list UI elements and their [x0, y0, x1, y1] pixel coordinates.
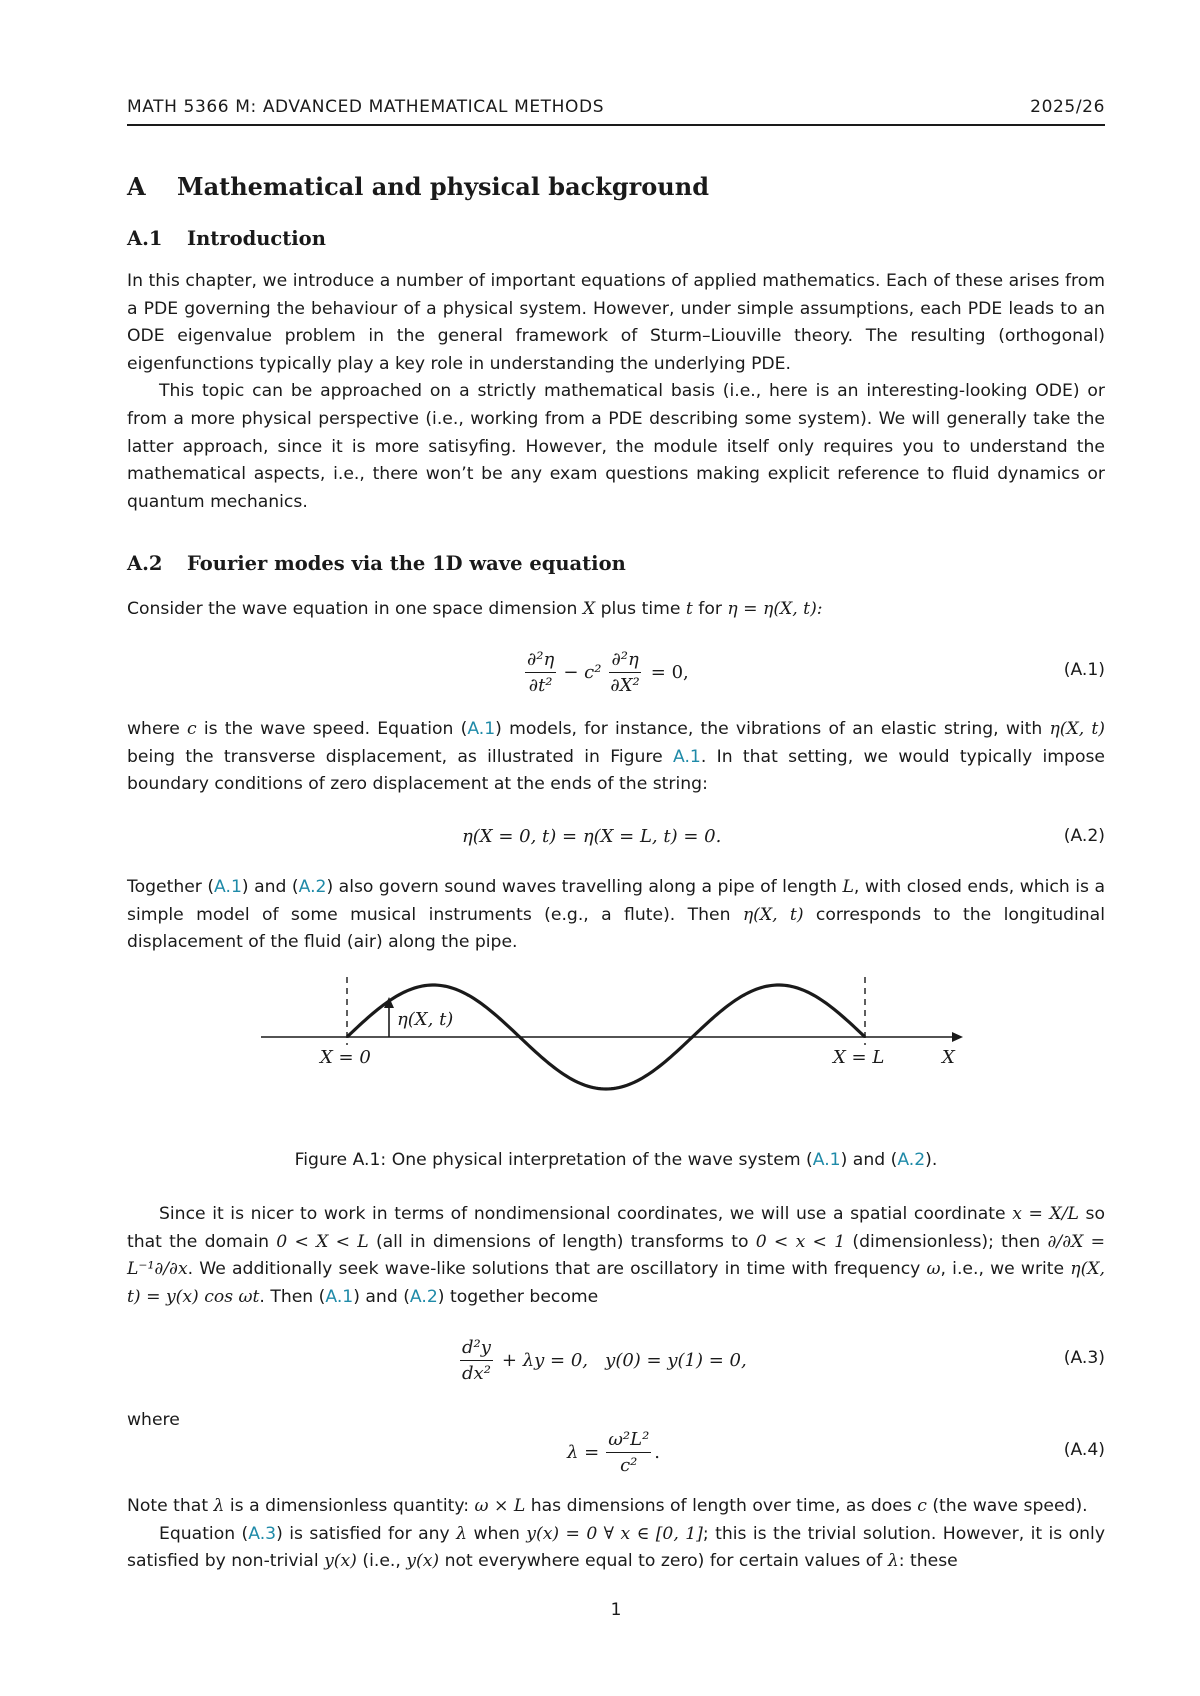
together-paragraph: Together (A.1) and (A.2) also govern sound waves travelling along a pipe of length L, with closed ends, which is a simple model of some musical instruments (e.g., a flute). Then η(X, t) corresponds to the longitudinal displacement of the fluid (air) along the pipe.: [127, 877, 1105, 953]
intro-text: [127, 268, 1105, 516]
subsection-number: A.1: [127, 227, 163, 250]
x-axis-arrowhead: [952, 1032, 963, 1042]
since-paragraph: Since it is nicer to work in terms of nondimensional coordinates, we will use a spatial coordinate x = X/L so that the domain 0 < X < L (all in dimensions of length) transforms to 0 < x < 1 (dimensionless); then ∂/∂X = L⁻¹∂/∂x. We additionally seek wave-like solutions that are oscillatory in time with frequency ω, i.e., we write η(X, t) = y(x) cos ωt. Then (A.1) and (A.2) together become: [127, 1204, 1105, 1307]
where-c-paragraph: where c is the wave speed. Equation (A.1) models, for instance, the vibrations of an elastic string, with η(X, t) being the transverse displacement, as illustrated in Figure A.1. In that setting, we would typically impose boundary conditions of zero displacement at the ends of the string:: [127, 719, 1106, 795]
ref-a1-link[interactable]: A.1: [325, 1286, 354, 1307]
subsection-heading-intro: [127, 227, 326, 250]
right-end-label: X = L: [833, 1047, 885, 1068]
section-title: Mathematical and physical background: [177, 172, 709, 201]
ref-a2-link[interactable]: A.2: [298, 877, 327, 897]
equation-a4: λ = $\frac{\text{ω²L²}}{\text{c²}}$ . (A.4): [567, 1428, 1105, 1476]
equation-number: (A.1): [1063, 660, 1105, 680]
ref-a1-link[interactable]: A.1: [467, 719, 496, 739]
where-label: where: [127, 1410, 180, 1430]
subsection-number: A.2: [127, 552, 163, 575]
ref-a3-link[interactable]: A.3: [248, 1523, 277, 1544]
ref-a1-link[interactable]: A.1: [812, 1150, 841, 1170]
equation-a3: $\frac{\text{d²y}}{\text{dx²}}$ + λy = 0, y(0) = y(1) = 0, (A.3): [462, 1336, 1105, 1384]
running-header: [127, 97, 1105, 117]
equation-number: (A.4): [1063, 1440, 1105, 1460]
note-paragraph: Note that λ is a dimensionless quantity: ω × L has dimensions of length over time, as does c (the wave speed). Equation (A.3) is satisfied for any λ when y(x) = 0 ∀ x ∈ [0, 1]; this is the trivial solution. However, it is only satisfied by non-trivial y(x) (i.e., y(x) not everywhere equal to zero) for certain values of λ: these: [127, 1496, 1105, 1572]
figure-caption: Figure A.1: One physical interpretation of the wave system (A.1) and (A.2).: [294, 1150, 938, 1170]
eta-label: η(X, t): [397, 1009, 454, 1030]
ref-a2-link[interactable]: A.2: [897, 1150, 926, 1170]
ref-figure-a1-link[interactable]: A.1: [672, 746, 701, 767]
consider-line: Consider the wave equation in one space dimension X plus time t for η = η(X, t):: [127, 599, 823, 619]
axis-label: X: [942, 1047, 955, 1068]
equation-a1: $\frac{\text{∂²η}}{\text{∂t²}}$ − c² $\frac{\text{∂²η}}{\text{∂X²}}$ = 0, (A.1): [527, 648, 1105, 696]
equation-number: (A.3): [1063, 1348, 1105, 1368]
section-heading: [127, 172, 709, 201]
header-rule: [127, 124, 1105, 126]
equation-number: (A.2): [1063, 826, 1105, 846]
page: [127, 0, 1105, 1696]
subsection-title: Introduction: [187, 227, 326, 250]
left-end-label: X = 0: [320, 1047, 371, 1068]
academic-year: 2025/26: [1030, 97, 1105, 117]
course-title: MATH 5366 M: ADVANCED MATHEMATICAL METHODS: [127, 97, 605, 117]
section-number: A: [127, 172, 146, 201]
ref-a1-link[interactable]: A.1: [214, 877, 242, 897]
intro-paragraph-2: This topic can be approached on a strictly mathematical basis (i.e., here is an interesting-looking ODE) or from a more physical perspective (i.e., working from a PDE describing some system). We will generally take the latter approach, since it is more satisyfing. However, the module itself only requires you to understand the mathematical aspects, i.e., there won’t be any exam questions making explicit reference to fluid dynamics or quantum mechanics.: [127, 381, 1105, 512]
subsection-heading-wave: [127, 552, 626, 575]
intro-paragraph-1: In this chapter, we introduce a number of important equations of applied mathematics. Each of these arises from a PDE governing the behaviour of a physical system. However, under simple assumptions, each PDE leads to an ODE eigenvalue problem in the general framework of Sturm–Liouville theory. The resulting (orthogonal) eigenfunctions typically play a key role in understanding the underlying PDE.: [127, 271, 1105, 374]
ref-a2-link[interactable]: A.2: [409, 1286, 438, 1307]
equation-a2: η(X = 0, t) = η(X = L, t) = 0. (A.2): [462, 826, 1105, 847]
string-wave-figure: [127, 975, 1105, 1115]
page-number: 1: [610, 1600, 622, 1620]
subsection-title: Fourier modes via the 1D wave equation: [187, 552, 626, 575]
